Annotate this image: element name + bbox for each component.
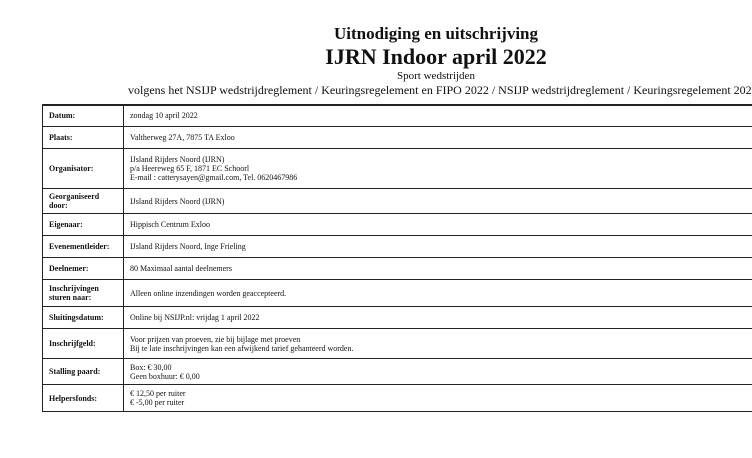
row-value [124, 385, 752, 412]
row-label: Datum: [43, 105, 124, 127]
row-value-line: Bij te late inschrijvingen kan een afwijkend tarief gehanteerd worden. [130, 343, 354, 353]
row-label: Inschrijfgeld: [43, 329, 124, 359]
row-value [124, 307, 752, 329]
row-value-line: € 12,50 per ruiter [130, 389, 186, 398]
document-subtitle: Sport wedstrijden [397, 70, 475, 82]
table-row [43, 189, 752, 214]
row-value-line: IJsland Rijders Noord, Inge Frieling [130, 242, 246, 251]
table-row [43, 214, 752, 236]
row-value [124, 189, 752, 214]
row-value [124, 149, 752, 189]
table-row [43, 307, 752, 329]
row-value [124, 258, 752, 280]
table-row [43, 280, 752, 307]
row-value [124, 214, 752, 236]
row-value [124, 280, 752, 307]
document-title-line1: Uitnodiging en uitschrijving [333, 24, 539, 43]
row-value-line: IJsland Rijders Noord (IJRN) [130, 196, 225, 206]
row-value-line: zondag 10 april 2022 [130, 111, 198, 120]
row-label: Evenementleider: [43, 236, 124, 258]
row-value [124, 105, 752, 127]
row-label: Georganiseerd door: [43, 189, 124, 214]
table-row [43, 329, 752, 359]
row-value-line: Online bij NSIJP.nl: vrijdag 1 april 2022 [130, 313, 260, 322]
row-value-line: p/a Heereweg 65 F, 1871 EC Schoorl [130, 164, 250, 173]
row-value-line: Voor prijzen van proeven, zie bij bijlage met proeven [130, 334, 301, 344]
row-value [124, 329, 752, 359]
row-label: Plaats: [43, 127, 124, 149]
table-row [43, 359, 752, 385]
row-label: Deelnemer: [43, 258, 124, 280]
row-value-line: Alleen online inzendingen worden geaccepteerd. [130, 288, 287, 298]
table-row [43, 236, 752, 258]
regulations-line: volgens het NSIJP wedstrijdreglement / Keuringsregelement en FIPO 2022 / NSIJP wedstrijdreglement / Keuringsregelement 202 [128, 83, 752, 97]
row-value-line: 80 Maximaal aantal deelnemers [130, 264, 232, 273]
row-value-line: Valtherweg 27A, 7875 TA Exloo [130, 133, 235, 142]
document-title-line2: IJRN Indoor april 2022 [325, 44, 547, 69]
row-label: Organisator: [43, 149, 124, 189]
table-row [43, 127, 752, 149]
info-table [42, 104, 752, 412]
row-value-line: Geen boxhuur: € 0,00 [130, 371, 200, 381]
row-value-line: Hippisch Centrum Exloo [130, 220, 210, 229]
row-value [124, 127, 752, 149]
table-row [43, 258, 752, 280]
row-label: Helpersfonds: [43, 385, 124, 412]
row-value-line: Box: € 30,00 [130, 362, 172, 372]
row-value-line: € -5,00 per ruiter [130, 398, 185, 407]
row-value-line: IJsland Rijders Noord (IJRN) [130, 155, 225, 164]
row-label: Stalling paard: [43, 359, 124, 385]
row-label: Sluitingsdatum: [43, 307, 124, 329]
row-value [124, 359, 752, 385]
row-label: Eigenaar: [43, 214, 124, 236]
row-value-line: E-mail : catterysayen@gmail.com, Tel. 0620467986 [130, 173, 298, 182]
row-label: Inschrijvingen sturen naar: [43, 280, 124, 307]
table-row [43, 105, 752, 127]
row-value [124, 236, 752, 258]
table-row [43, 149, 752, 189]
table-row [43, 385, 752, 412]
